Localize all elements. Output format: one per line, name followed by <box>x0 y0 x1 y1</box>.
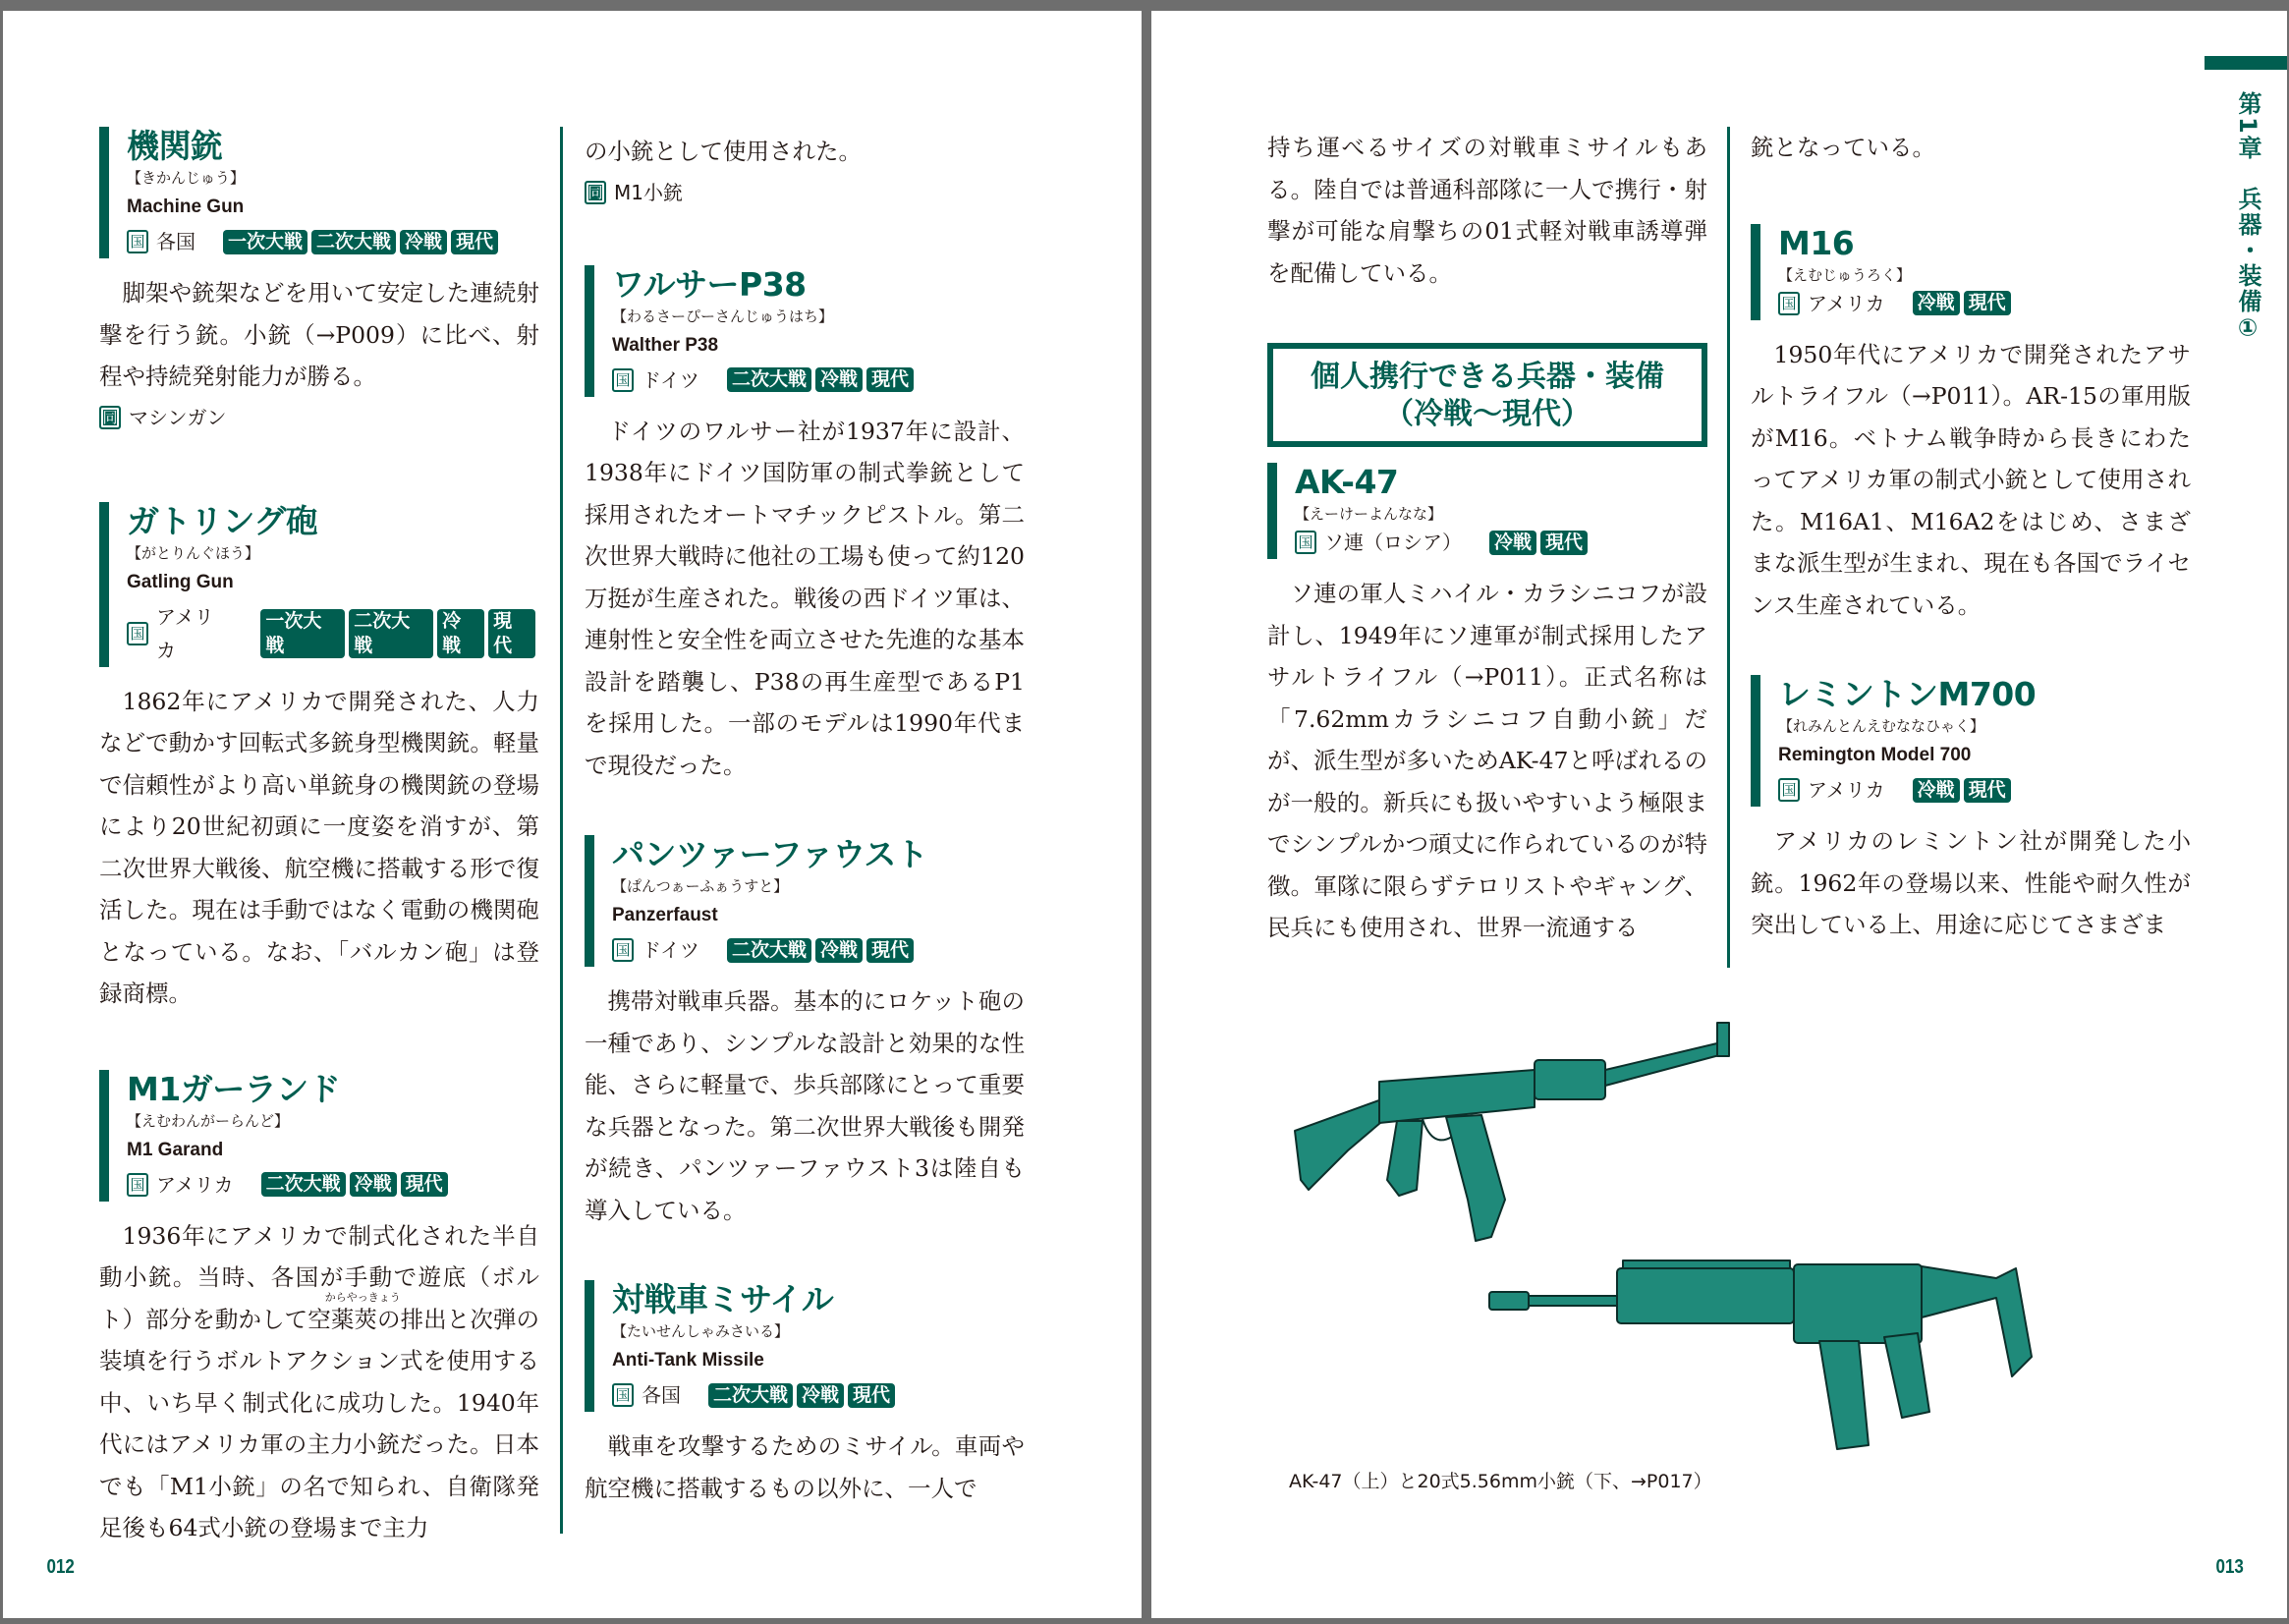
entry-body <box>585 1426 1025 1509</box>
entry-meta <box>612 364 1025 397</box>
country-icon: 国 <box>1295 531 1316 554</box>
entry-m16 <box>1751 224 2191 627</box>
entry-header <box>1751 675 2191 807</box>
entry-body-text <box>99 1215 539 1549</box>
entry-body <box>1751 334 2191 627</box>
era-tag: 現代 <box>848 1383 895 1408</box>
entry-meta <box>127 1168 539 1202</box>
continuation-text <box>1751 127 2191 169</box>
entry-english-name: Anti-Tank Missile <box>612 1350 764 1371</box>
era-tag: 二次大戦 <box>708 1383 793 1408</box>
page-gutter <box>1142 0 1151 1624</box>
entry-machine-gun <box>99 127 539 435</box>
era-tag: 冷戦 <box>400 230 447 254</box>
body-text-before-ruby: 1936年にアメリカで制式化された半自動小銃。当時、各国が手動で遊底（ボルト）部分を動かして <box>99 1221 539 1333</box>
entry-country: 各国 <box>642 1383 681 1407</box>
entry-header <box>585 835 1025 967</box>
right-column-1 <box>1267 127 1707 949</box>
ruby-text: からやっきょう <box>324 1290 401 1304</box>
entry-title: パンツァーファウスト <box>612 835 928 873</box>
era-tag: 二次大戦 <box>349 609 433 658</box>
entry-header <box>585 1280 1025 1412</box>
section-subtitle: （冷戦〜現代） <box>1384 397 1591 431</box>
entry-ak47 <box>1267 463 1707 949</box>
entry-meta <box>612 1378 1025 1412</box>
entry-reading: 【えむじゅうろく】 <box>1778 265 1912 284</box>
entry-english-name: Remington Model 700 <box>1778 745 1972 765</box>
synonym-text: M1小銃 <box>614 180 683 204</box>
entry-meta <box>127 225 539 258</box>
column-divider <box>560 127 563 1534</box>
entry-title: M16 <box>1778 223 1855 262</box>
era-tag: 現代 <box>451 230 498 254</box>
entry-body-text: ドイツのワルサー社が1937年に設計、1938年にドイツ国防軍の制式拳銃として採用されたオートマチックピストル。第二次世界大戦時に他社の工場も使って約120万挺が生産された。戦後の西ドイツ軍は、連射性と安全性を両立させた先進的な基本設計を踏襲し、P38の再生産型であるP1を採用した。一部のモデルは1990年代まで現役だった。 <box>585 417 1025 779</box>
entry-reading: 【がとりんぐほう】 <box>127 543 260 562</box>
era-tag: 現代 <box>488 609 535 658</box>
entry-body <box>1267 573 1707 949</box>
entry-meta <box>1778 773 2191 807</box>
synonym-row <box>585 175 1025 210</box>
era-tag: 冷戦 <box>1913 291 1960 315</box>
left-column-1 <box>99 127 539 1549</box>
entry-body-text: 銃となっている。 <box>1751 134 1935 161</box>
country-icon: 国 <box>127 622 148 645</box>
entry-reading: 【たいせんしゃみさいる】 <box>612 1322 790 1340</box>
entry-country: 各国 <box>156 230 195 253</box>
entry-header <box>99 127 539 258</box>
entry-header <box>585 265 1025 397</box>
ruby-word <box>307 1290 401 1333</box>
entry-title: 機関銃 <box>127 127 223 165</box>
entry-body-text: アメリカのレミントン社が開発した小銃。1962年の登場以来、性能や耐久性が突出している上、用途に応じてさまざま <box>1751 827 2191 938</box>
entry-meta <box>1295 526 1707 559</box>
era-tag: 二次大戦 <box>311 230 396 254</box>
era-tag: 二次大戦 <box>727 938 811 963</box>
section-heading-box <box>1267 343 1707 447</box>
entry-country: ソ連（ロシア） <box>1324 531 1462 554</box>
entry-body <box>99 681 539 1015</box>
entry-meta <box>127 600 539 667</box>
synonym-row <box>99 400 539 435</box>
entry-english-name: Walther P38 <box>612 334 719 356</box>
entry-anti-tank-missile <box>585 1280 1025 1509</box>
entry-reading: 【ぱんつぁーふぁうすと】 <box>612 877 789 895</box>
era-tag: 二次大戦 <box>727 367 811 392</box>
country-icon: 国 <box>127 230 148 253</box>
entry-body-text: の小銃として使用された。 <box>585 138 862 165</box>
era-tag: 現代 <box>866 367 914 392</box>
entry-reading: 【えむわんがーらんど】 <box>127 1111 290 1130</box>
figure-caption: AK-47（上）と20式5.56mm小銃（下、→P017） <box>1289 1471 1712 1492</box>
continuation-text <box>585 131 1025 173</box>
country-icon: 国 <box>127 1173 148 1197</box>
entry-meta <box>1778 287 2191 320</box>
entry-body-text: 戦車を攻撃するためのミサイル。車両や航空機に搭載するもの以外に、一人で <box>585 1432 1025 1502</box>
left-page <box>3 11 1142 1618</box>
ruby-base: 空薬莢 <box>307 1305 377 1333</box>
entry-body-text: 持ち運べるサイズの対戦車ミサイルもある。陸自では普通科部隊に一人で携行・射撃が可能な肩撃ちの01式軽対戦車誘導弾を配備している。 <box>1267 134 1707 287</box>
entry-title: M1ガーランド <box>127 1069 341 1108</box>
entry-title: 対戦車ミサイル <box>612 1280 834 1318</box>
country-icon: 国 <box>612 368 634 392</box>
entry-body <box>99 272 539 398</box>
entry-country: ドイツ <box>642 938 699 962</box>
era-tag: 現代 <box>1964 291 2011 315</box>
era-tag: 冷戦 <box>1913 778 1960 803</box>
era-tag: 一次大戦 <box>223 230 307 254</box>
era-tag: 現代 <box>401 1172 448 1197</box>
entry-body-text: 1950年代にアメリカで開発されたアサルトライフル（→P011）。AR-15の軍用版がM16。ベトナム戦争時から長きにわたってアメリカ軍の制式小銃として使用された。M16A1、M16A2をはじめ、さまざまな派生型が生まれ、現在も各国でライセンス生産されている。 <box>1751 340 2191 619</box>
country-icon: 国 <box>612 938 634 962</box>
entry-body-text: ソ連の軍人ミハイル・カラシニコフが設計し、1949年にソ連軍が制式採用したアサルトライフル（→P011）。正式名称は「7.62mmカラシニコフ自動小銃」だが、派生型が多いためAK-47と呼ばれるのが一般的。新兵にも扱いやすいよう極限までシンプルかつ頑丈に作られているのが特徴。軍隊に限らずテロリストやギャング、民兵にも使用され、世界一流通する <box>1267 580 1707 941</box>
era-tag: 現代 <box>866 938 914 963</box>
column-divider <box>1727 127 1730 968</box>
chapter-label: 第1章 兵器・装備① <box>2234 91 2261 344</box>
entry-gatling-gun <box>99 502 539 1015</box>
entry-body-text: 1862年にアメリカで開発された、人力などで動かす回転式多銃身型機関銃。軽量で信頼性がより高い単銃身の機関銃の登場により20世紀初頭に一度姿を消すが、第二次世界大戦後、航空機に搭載する形で復活した。現在は手動ではなく電動の機関砲となっている。なお、「バルカン砲」は登録商標。 <box>99 687 539 1007</box>
entry-meta <box>612 933 1025 967</box>
entry-country: アメリカ <box>156 1172 234 1197</box>
era-tag: 冷戦 <box>815 367 863 392</box>
entry-body <box>585 411 1025 787</box>
entry-body-text: 携帯対戦車兵器。基本的にロケット砲の一種であり、シンプルな設計と効果的な性能、さらに軽量で、歩兵部隊にとって重要な兵器となった。第二次世界大戦後も開発が続き、パンツァーファウスト3は陸自も導入している。 <box>585 987 1025 1224</box>
synonym-icon: 同 <box>585 181 606 204</box>
entry-english-name: Machine Gun <box>127 196 245 217</box>
synonym-icon: 同 <box>99 406 121 429</box>
era-tag: 冷戦 <box>797 1383 844 1408</box>
era-tag: 冷戦 <box>815 938 863 963</box>
entry-header <box>99 1070 539 1202</box>
entry-reading: 【きかんじゅう】 <box>127 169 246 187</box>
entry-reading: 【わるさーぴーさんじゅうはち】 <box>612 307 834 325</box>
entry-body-text: 脚架や銃架などを用いて安定した連続射撃を行う銃。小銃（→P009）に比べ、射程や持続発射能力が勝る。 <box>99 279 539 390</box>
right-page <box>1151 11 2287 1618</box>
era-tag: 一次大戦 <box>260 609 345 658</box>
entry-m1-garand <box>99 1070 539 1549</box>
left-column-2 <box>585 131 1025 1509</box>
entry-body <box>585 980 1025 1231</box>
entry-title: レミントンM700 <box>1778 675 2037 713</box>
country-icon: 国 <box>612 1383 634 1407</box>
synonym-text: マシンガン <box>129 405 227 429</box>
entry-title: ガトリング砲 <box>127 501 318 540</box>
entry-country: ドイツ <box>642 367 699 392</box>
body-text-after-ruby: の排出と次弾の装填を行うボルトアクション式を使用する中、いち早く制式化に成功した。1940年代にはアメリカ軍の主力小銃だった。日本でも「M1小銃」の名で知られ、自衛隊発足後も64式小銃の登場まで主力 <box>99 1305 539 1541</box>
entry-title: ワルサーP38 <box>612 264 807 304</box>
entry-english-name: M1 Garand <box>127 1139 224 1160</box>
era-tag: 二次大戦 <box>261 1172 346 1197</box>
era-tag: 冷戦 <box>1489 531 1536 555</box>
entry-header <box>1267 463 1707 559</box>
section-title: 個人携行できる兵器・装備 <box>1311 360 1664 394</box>
right-column-2 <box>1751 127 2191 946</box>
entry-english-name: Panzerfaust <box>612 905 718 925</box>
country-icon: 国 <box>1778 292 1800 315</box>
entry-panzerfaust <box>585 835 1025 1231</box>
country-icon: 国 <box>1778 778 1800 802</box>
entry-title: AK-47 <box>1295 463 1399 501</box>
entry-reading: 【れみんとんえむななひゃく】 <box>1778 717 1985 735</box>
era-tag: 冷戦 <box>437 609 484 658</box>
entry-remington-m700 <box>1751 675 2191 946</box>
era-tag: 現代 <box>1964 778 2011 803</box>
page-number-right: 013 <box>2215 1556 2244 1578</box>
era-tag: 現代 <box>1540 531 1588 555</box>
entry-reading: 【えーけーよんなな】 <box>1295 505 1443 523</box>
entry-english-name: Gatling Gun <box>127 571 234 592</box>
era-tag: 冷戦 <box>350 1172 397 1197</box>
entry-country: アメリカ <box>155 604 214 662</box>
entry-walther-p38 <box>585 265 1025 787</box>
entry-body <box>99 1215 539 1549</box>
page-number-left: 012 <box>46 1556 75 1578</box>
ak47-illustration <box>1289 1003 1760 1259</box>
entry-body <box>1751 820 2191 946</box>
continuation-text <box>1267 127 1707 294</box>
entry-header <box>99 502 539 667</box>
chapter-band <box>2205 56 2287 70</box>
entry-country: アメリカ <box>1808 291 1885 315</box>
entry-header <box>1751 224 2191 320</box>
entry-country: アメリカ <box>1808 778 1885 802</box>
